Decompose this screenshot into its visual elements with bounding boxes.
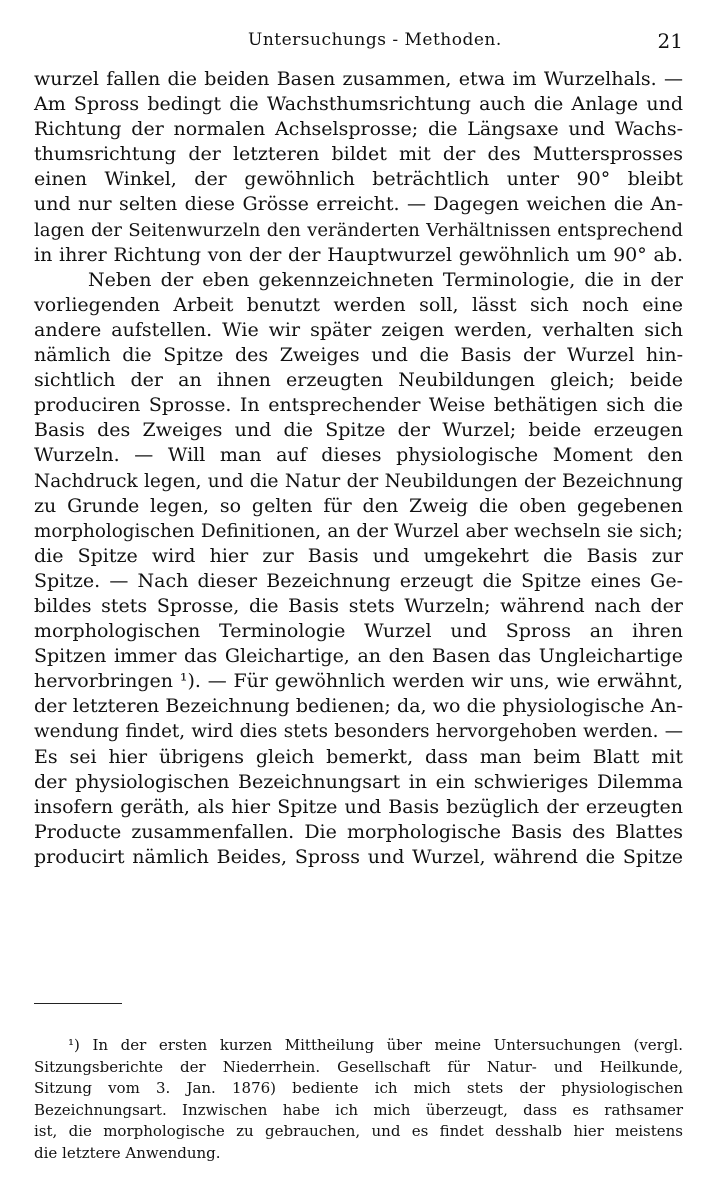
paragraph-start-line: Neben der eben gekennzeichneten Terminologie, die in der bbox=[88, 268, 683, 291]
text-line: in ihrer Richtung von der der Hauptwurzel gewöhnlich um 90° ab. bbox=[34, 243, 683, 266]
footnote-line: Sitzungsberichte der Niederrhein. Gesellschaft für Natur- und Heilkunde, bbox=[34, 1057, 683, 1076]
text-line: Spitze. — Nach dieser Bezeichnung erzeugt die Spitze eines Ge- bbox=[34, 569, 683, 592]
text-line: und nur selten diese Grösse erreicht. — Dagegen weichen die An- bbox=[34, 193, 683, 216]
running-head bbox=[0, 26, 707, 56]
page-number: 21 bbox=[657, 29, 683, 53]
text-line: lagen der Seitenwurzeln den veränderten Verhältnissen entsprechend bbox=[34, 219, 683, 241]
text-line: wurzel fallen die beiden Basen zusammen, etwa im Wurzelhals. — bbox=[34, 68, 683, 90]
text-line: die Spitze wird hier zur Basis und umgekehrt die Basis zur bbox=[34, 544, 683, 567]
text-line: zu Grunde legen, so gelten für den Zweig die oben gegebenen bbox=[34, 494, 683, 517]
footnote-separator bbox=[34, 1003, 122, 1004]
footnote-line: ¹) In der ersten kurzen Mittheilung über meine Untersuchungen (vergl. bbox=[68, 1036, 683, 1054]
text-line: producirt nämlich Beides, Spross und Wurzel, während die Spitze bbox=[34, 845, 683, 868]
text-line: sichtlich der an ihnen erzeugten Neubildungen gleich; beide bbox=[34, 369, 683, 392]
text-line: einen Winkel, der gewöhnlich beträchtlich unter 90° bleibt bbox=[34, 168, 683, 191]
text-line: produciren Sprosse. In entsprechender Weise bethätigen sich die bbox=[34, 394, 683, 417]
text-line: der letzteren Bezeichnung bedienen; da, wo die physiologische An- bbox=[34, 695, 683, 718]
text-line: thumsrichtung der letzteren bildet mit der des Muttersprosses bbox=[34, 143, 683, 166]
text-line: Producte zusammenfallen. Die morphologische Basis des Blattes bbox=[34, 820, 683, 843]
text-line: Am Spross bedingt die Wachsthumsrichtung auch die Anlage und bbox=[34, 93, 683, 116]
text-line: insofern geräth, als hier Spitze und Basis bezüglich der erzeugten bbox=[34, 795, 683, 818]
footnote-line: Sitzung vom 3. Jan. 1876) bediente ich mich stets der physiologischen bbox=[34, 1079, 683, 1098]
text-line: bildes stets Sprosse, die Basis stets Wurzeln; während nach der bbox=[34, 594, 683, 617]
text-line: morphologischen Terminologie Wurzel und Spross an ihren bbox=[34, 620, 683, 643]
text-line: der physiologischen Bezeichnungsart in ein schwieriges Dilemma bbox=[34, 770, 683, 793]
body-text bbox=[34, 67, 683, 870]
running-title: Untersuchungs - Methoden. bbox=[248, 30, 502, 50]
footnote-line: ist, die morphologische zu gebrauchen, und es findet desshalb hier meistens bbox=[34, 1122, 683, 1141]
text-line: Es sei hier übrigens gleich bemerkt, dass man beim Blatt mit bbox=[34, 745, 683, 768]
text-line: vorliegenden Arbeit benutzt werden soll, lässt sich noch eine bbox=[34, 293, 683, 316]
footnote bbox=[34, 1035, 683, 1165]
text-line: hervorbringen ¹). — Für gewöhnlich werden wir uns, wie erwähnt, bbox=[34, 670, 683, 693]
text-line: Spitzen immer das Gleichartige, an den Basen das Ungleichartige bbox=[34, 645, 683, 668]
text-line: andere aufstellen. Wie wir später zeigen werden, verhalten sich bbox=[34, 318, 683, 341]
text-line: wendung findet, wird dies stets besonders hervorgehoben werden. — bbox=[34, 721, 683, 743]
text-line: nämlich die Spitze des Zweiges und die Basis der Wurzel hin- bbox=[34, 344, 683, 367]
footnote-line: die letztere Anwendung. bbox=[34, 1143, 221, 1162]
text-line: morphologischen Definitionen, an der Wurzel aber wechseln sie sich; bbox=[34, 520, 683, 542]
text-line: Basis des Zweiges und die Spitze der Wurzel; beide erzeugen bbox=[34, 419, 683, 442]
text-line: Nachdruck legen, und die Natur der Neubildungen der Bezeichnung bbox=[34, 470, 683, 492]
text-line: Richtung der normalen Achselsprosse; die Längsaxe und Wachs- bbox=[34, 118, 683, 141]
text-line: Wurzeln. — Will man auf dieses physiologische Moment den bbox=[34, 444, 683, 467]
footnote-line: Bezeichnungsart. Inzwischen habe ich mich überzeugt, dass es rathsamer bbox=[34, 1100, 683, 1119]
